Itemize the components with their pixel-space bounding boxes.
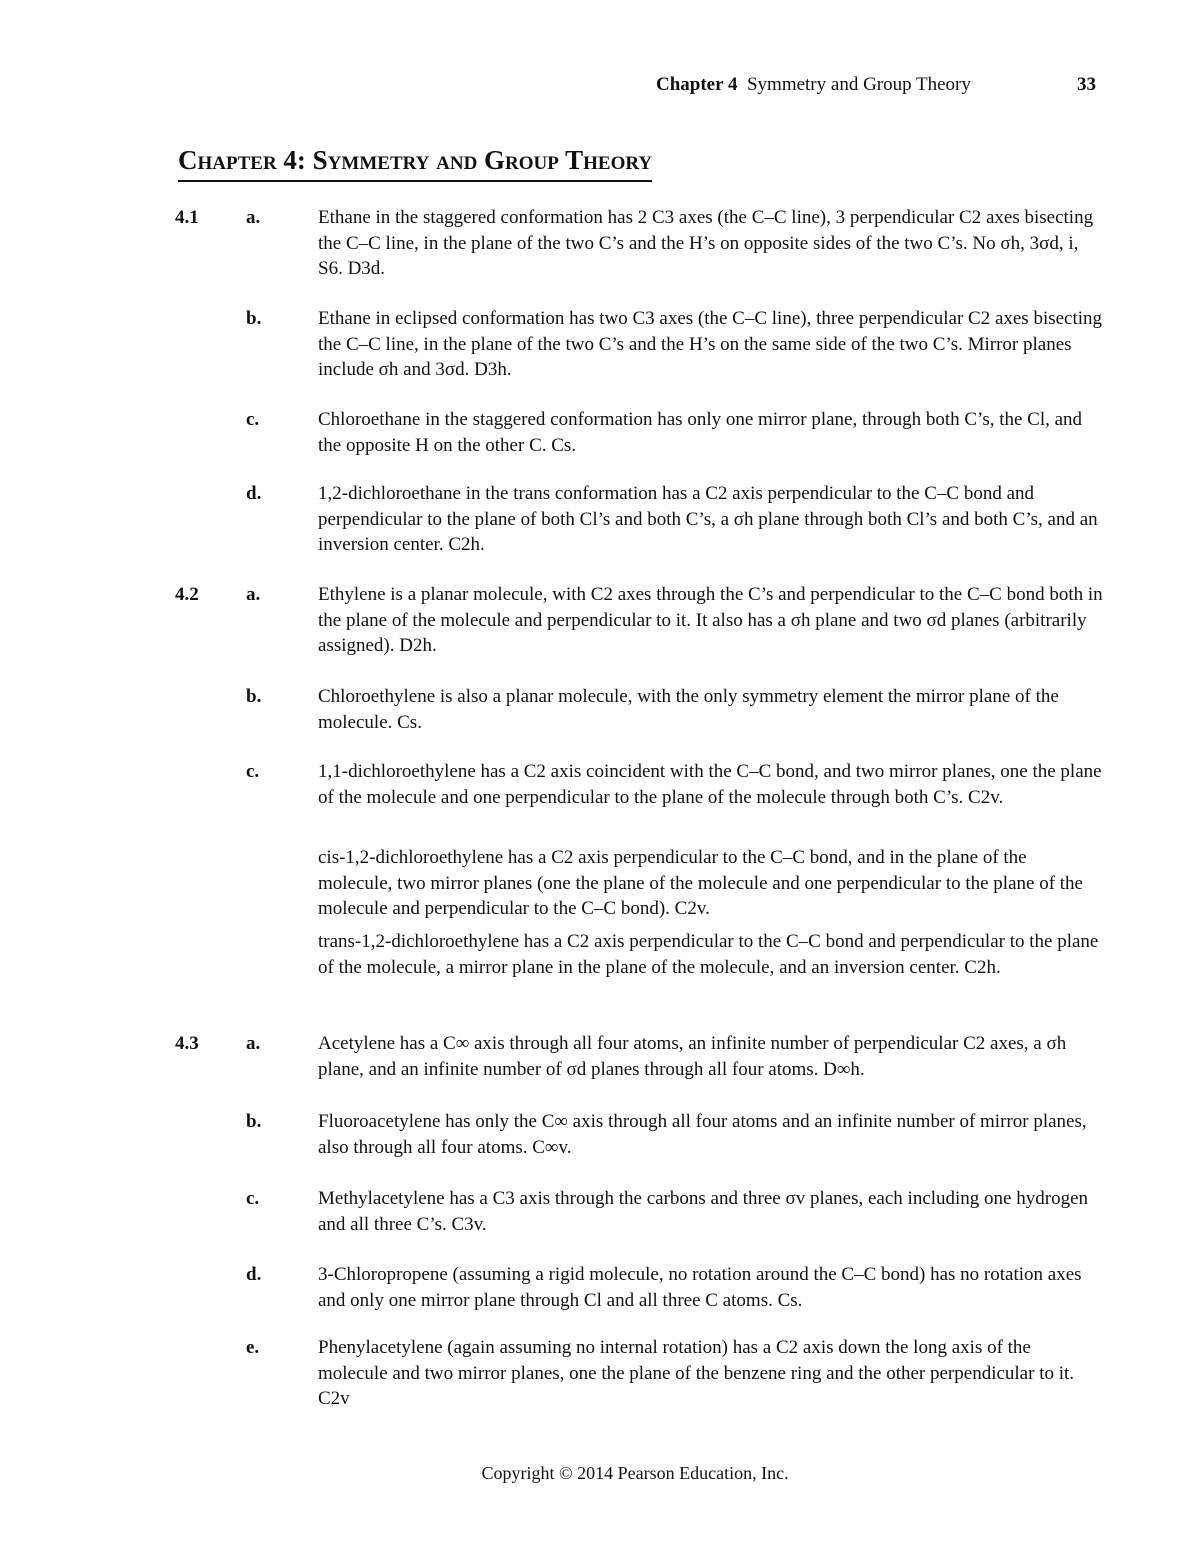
running-head-title: Symmetry and Group Theory [746, 74, 971, 95]
part-text: Acetylene has a C∞ axis through all four atoms, an infinite number of perpendicular C2 axes, a σh plane, and an infinite number of σd planes through all four atoms. D∞h. [318, 1033, 1067, 1080]
trans-isomer-text: trans-1,2-dichloroethylene has a C2 axis perpendicular to the C–C bond and perpendicular to the plane of the molecule, a mirror plane in the plane of the molecule, and an inversion center. C2h. [318, 931, 1099, 978]
part-label: b. [246, 1111, 262, 1132]
part-text: Ethane in the staggered conformation has 2 C3 axes (the C–C line), 3 perpendicular C2 axes bisecting the C–C line, in the plane of the two C’s and the H’s on opposite sides of the two C’s. No σh, 3σd, i, S6. D3d. [318, 207, 1094, 279]
part-text: 1,2-dichloroethane in the trans conformation has a C2 axis perpendicular to the C–C bond and perpendicular to the plane of both Cl’s and both C’s, a σh plane through both Cl’s and both C’s, and an inversion center. C2h. [318, 483, 1098, 555]
part-label: c. [246, 761, 260, 782]
part-label: d. [246, 483, 262, 504]
part-text: 1,1-dichloroethylene has a C2 axis coincident with the C–C bond, and two mirror planes, one the plane of the molecule and one perpendicular to the plane of the molecule through both C’s. C2v. [318, 761, 1102, 808]
chapter-title: Chapter 4: Symmetry and Group Theory [178, 140, 652, 182]
part-label: d. [246, 1264, 262, 1285]
part-text: Chloroethane in the staggered conformation has only one mirror plane, through both C’s, the Cl, and the opposite H on the other C. Cs. [318, 409, 1083, 456]
part-text: Methylacetylene has a C3 axis through the carbons and three σv planes, each including one hydrogen and all three C’s. C3v. [318, 1188, 1089, 1235]
part-text: Ethylene is a planar molecule, with C2 axes through the C’s and perpendicular to the C–C bond both in the plane of the molecule and perpendicular to it. It also has a σh plane and two σd planes (arbitrarily assigned). D2h. [318, 584, 1103, 656]
running-head [656, 71, 1096, 99]
part-label: e. [246, 1337, 260, 1358]
problem-number: 4.2 [175, 584, 199, 605]
part-label: c. [246, 409, 260, 430]
part-text: Ethane in eclipsed conformation has two C3 axes (the C–C line), three perpendicular C2 axes bisecting the C–C line, in the plane of the two C’s and the H’s on the same side of the two C’s. Mirror planes include σh and 3σd. D3h. [318, 308, 1103, 380]
part-label: c. [246, 1188, 260, 1209]
part-label: a. [246, 207, 261, 228]
running-head-chapter: Chapter 4 [656, 74, 738, 95]
part-label: b. [246, 686, 262, 707]
part-label: b. [246, 308, 262, 329]
part-label: a. [246, 584, 261, 605]
part-text: Phenylacetylene (again assuming no internal rotation) has a C2 axis down the long axis of the molecule and two mirror planes, one the plane of the benzene ring and the other perpendicular to it. C2v [318, 1337, 1075, 1409]
page-number: 33 [1077, 74, 1096, 95]
part-text: Fluoroacetylene has only the C∞ axis through all four atoms and an infinite number of mirror planes, also through all four atoms. C∞v. [318, 1111, 1087, 1158]
part-text: Chloroethylene is also a planar molecule, with the only symmetry element the mirror plane of the molecule. Cs. [318, 686, 1059, 733]
cis-isomer-text: cis-1,2-dichloroethylene has a C2 axis perpendicular to the C–C bond, and in the plane of the molecule, two mirror planes (one the plane of the molecule and one perpendicular to the plane of the molecule and perpendicular to the C–C bond). C2v. [318, 847, 1083, 919]
problem-number: 4.3 [175, 1033, 199, 1054]
part-label: a. [246, 1033, 261, 1054]
part-text: 3-Chloropropene (assuming a rigid molecule, no rotation around the C–C bond) has no rotation axes and only one mirror plane through Cl and all three C atoms. Cs. [318, 1264, 1082, 1311]
problem-number: 4.1 [175, 207, 199, 228]
copyright-footer: Copyright © 2014 Pearson Education, Inc. [481, 1463, 789, 1483]
